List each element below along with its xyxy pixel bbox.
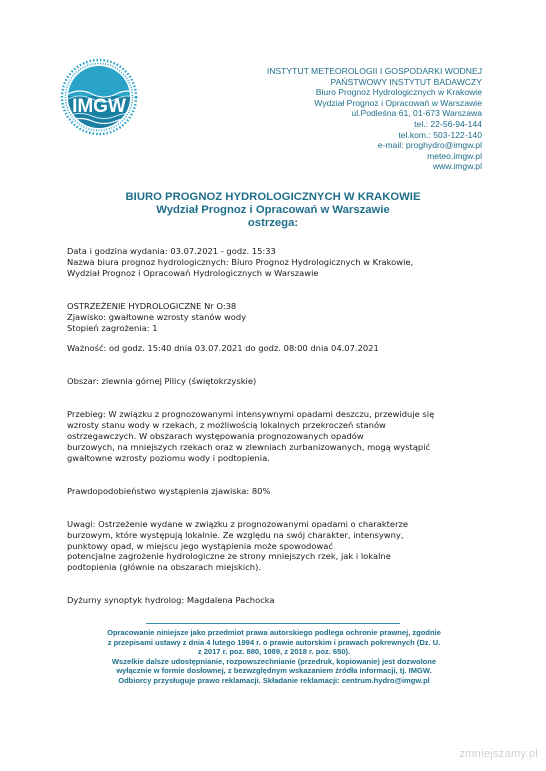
header-line: tel.: 22-56-94-144 — [414, 118, 482, 129]
warning-phenomenon: Zjawisko: gwałtowne wzrosty stanów wody — [67, 311, 247, 322]
duty-hydrologist: Dyżurny synoptyk hydrolog: Magdalena Pachocka — [67, 595, 275, 606]
warning-level: Stopień zagrożenia: 1 — [67, 322, 158, 333]
institute-header — [182, 66, 482, 172]
logo-lettering: IMGW — [72, 96, 126, 117]
title-line-2: Wydział Prognoz i Opracowań w Warszawie — [156, 204, 390, 217]
remarks-line: potencjalne zagrożenie hydrologiczne ze strony mniejszych rzek, jak i lokalne — [67, 551, 391, 562]
warning-body — [67, 246, 487, 606]
header-line: Wydział Prognoz i Opracowań w Warszawie — [314, 97, 482, 108]
header-line: Biuro Prognoz Hydrologicznych w Krakowie — [315, 87, 482, 98]
warning-validity: Ważność: od godz. 15:40 dnia 03.07.2021 do godz. 08:00 dnia 04.07.2021 — [67, 343, 379, 354]
document-title — [60, 191, 486, 231]
remarks-line: Uwagi: Ostrzeżenie wydane w związku z prognozowanymi opadami o charakterze — [67, 518, 409, 529]
remarks-line: burzowym, które występują lokalnie. Ze względu na swój charakter, intensywny, — [67, 529, 404, 540]
header-line: ul.Podleśna 61, 01-673 Warszawa — [351, 108, 482, 119]
remarks-line: podtopienia (głównie na obszarach miejskich). — [67, 562, 261, 573]
copyright-footer — [62, 628, 486, 685]
footer-line: Odbiorcy przysługuje prawo reklamacji. Składanie reklamacji: centrum.hydro@imgw.pl — [118, 675, 430, 685]
course-line: gwałtowne wzrosty poziomu wody i podtopienia. — [67, 452, 270, 463]
title-line-3: ostrzega: — [247, 217, 299, 230]
footer-line: z przepisami ustawy z dnia 4 lutego 1994 r. o prawie autorskim i prawach pokrewnych (Dz. U. — [107, 637, 441, 647]
course-line: burzowych, na mniejszych rzekach oraz w zlewniach zurbanizowanych, mogą wystąpić — [67, 441, 431, 452]
warning-area: Obszar: zlewnia górnej Pilicy (świętokrzyskie) — [67, 376, 257, 387]
header-line: tel.kom.: 503-122-140 — [398, 129, 482, 140]
imgw-logo-graphic — [60, 58, 138, 136]
footer-line: z 2017 r. poz. 880, 1089, z 2018 r. poz. 650). — [197, 647, 351, 656]
office-name-line: Nazwa biura prognoz hydrologicznych: Biuro Prognoz Hydrologicznych w Krakowie, — [67, 256, 414, 267]
course-line: Przebieg: W związku z prognozowanymi intensywnymi opadami deszczu, przewiduje się — [67, 409, 435, 420]
course-line: ostrzegawczych. W obszarach występowania prognozowanych opadów — [67, 431, 364, 442]
header-line: www.imgw.pl — [432, 161, 482, 172]
footer-line: Wszelkie dalsze udostępnianie, rozpowszechnianie (przedruk, kopiowanie) jest dozwolone — [111, 656, 437, 666]
title-line-1: BIURO PROGNOZ HYDROLOGICZNYCH W KRAKOWIE — [125, 191, 421, 203]
course-line: wzrosty stanu wody w rzekach, z możliwością lokalnych przekroczeń stanów — [67, 420, 386, 431]
header-line: INSTYTUT METEOROLOGII I GOSPODARKI WODNEJ — [266, 66, 482, 76]
imgw-logo — [60, 58, 138, 136]
footer-line: Opracowanie niniejsze jako przedmiot prawa autorskiego podlega ochronie prawnej, zgodnie — [107, 628, 441, 637]
remarks-line: punktowy opad, w miejscu jego wystąpienia może spowodować — [67, 540, 333, 551]
footer-line: wyłącznie w formie dosłownej, z bezwzględnym wskazaniem źródła informacji, tj. IMGW. — [116, 666, 432, 675]
header-line: meteo.imgw.pl — [427, 150, 482, 161]
header-line: PAŃSTWOWY INSTYTUT BADAWCZY — [330, 76, 482, 87]
issue-date: Data i godzina wydania: 03.07.2021 - godz. 15:33 — [67, 246, 276, 256]
office-name-line: Wydział Prognoz i Opracowań Hydrologicznych w Warszawie — [67, 267, 319, 278]
footer-divider — [146, 623, 400, 624]
watermark: zmniejszamy.pl — [459, 748, 538, 760]
warning-number: OSTRZEŻENIE HYDROLOGICZNE Nr O:38 — [67, 300, 237, 311]
header-line: e-mail: proghydro@imgw.pl — [377, 140, 482, 151]
probability: Prawdopodobieństwo wystąpienia zjawiska: 80% — [67, 485, 271, 496]
